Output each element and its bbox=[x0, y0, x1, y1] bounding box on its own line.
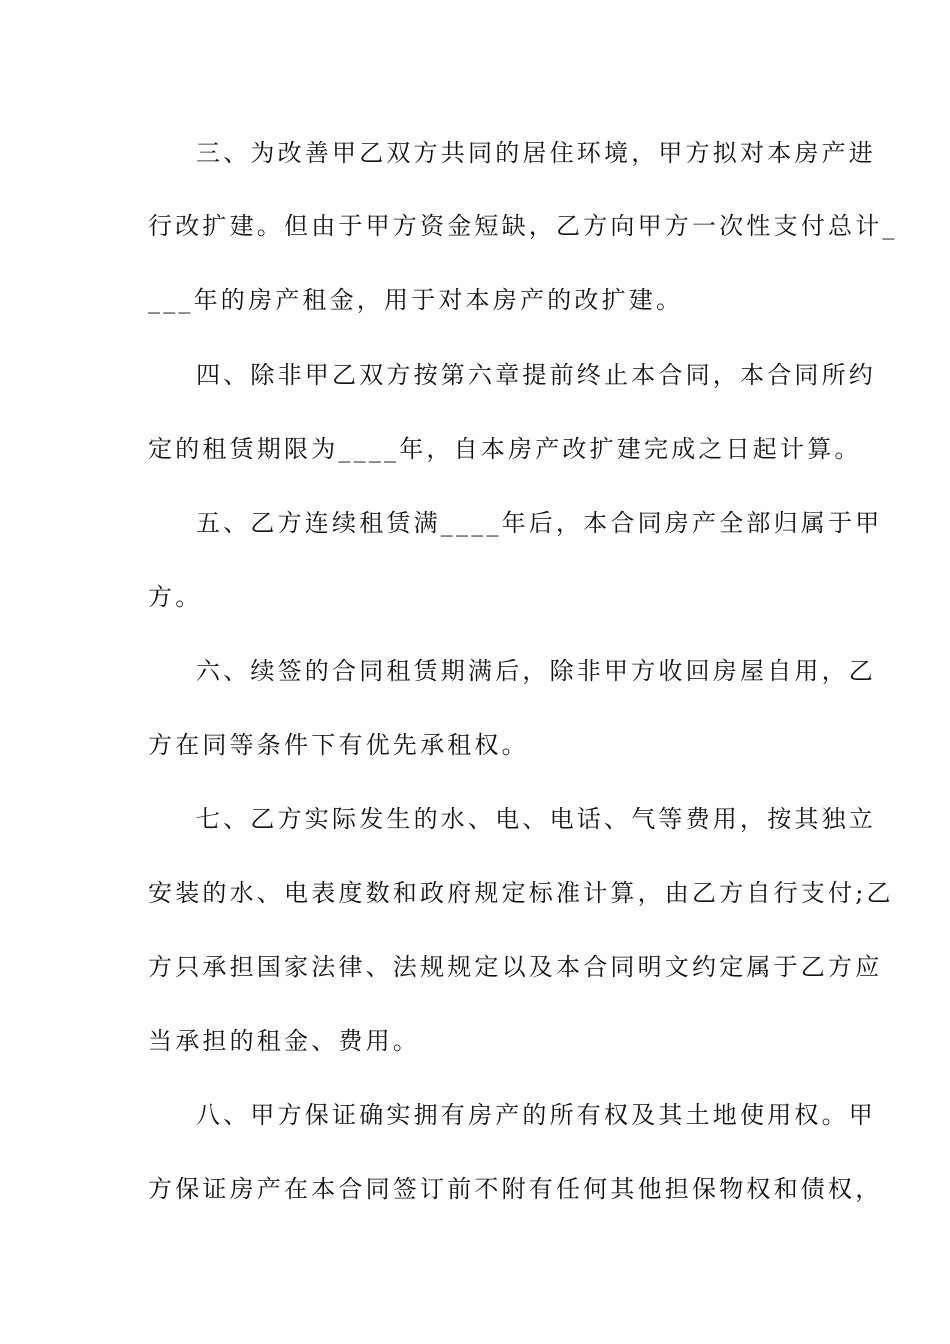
clause-4-line-1: 四、除非甲乙双方按第六章提前终止本合同，本合同所约 bbox=[196, 361, 876, 389]
clause-6-line-2: 方在同等条件下有优先承租权。 bbox=[148, 731, 529, 759]
clause-7-line-4: 当承担的租金、费用。 bbox=[148, 1027, 420, 1055]
clause-7-line-3: 方只承担国家法律、法规规定以及本合同明文约定属于乙方应 bbox=[148, 953, 883, 981]
clause-7-line-1: 七、乙方实际发生的水、电、电话、气等费用，按其独立 bbox=[196, 805, 876, 833]
clause-3-line-2: 行改扩建。但由于甲方资金短缺，乙方向甲方一次性支付总计_ bbox=[148, 212, 898, 240]
clause-3-line-3: ___年的房产租金，用于对本房产的改扩建。 bbox=[148, 286, 684, 314]
clause-5-line-1: 五、乙方连续租赁满____年后，本合同房产全部归属于甲 bbox=[196, 509, 883, 537]
clause-4-line-2: 定的租赁期限为____年，自本房产改扩建完成之日起计算。 bbox=[148, 435, 862, 463]
clause-6-line-1: 六、续签的合同租赁期满后，除非甲方收回房屋自用，乙 bbox=[196, 657, 876, 685]
clause-8-line-1: 八、甲方保证确实拥有房产的所有权及其土地使用权。甲 bbox=[196, 1101, 876, 1129]
clause-8-line-2: 方保证房产在本合同签订前不附有任何其他担保物权和债权， bbox=[148, 1175, 883, 1203]
clause-5-line-2: 方。 bbox=[148, 583, 203, 611]
clause-3-line-1: 三、为改善甲乙双方共同的居住环境，甲方拟对本房产进 bbox=[196, 139, 876, 167]
clause-7-line-2: 安装的水、电表度数和政府规定标准计算，由乙方自行支付;乙 bbox=[148, 879, 894, 907]
